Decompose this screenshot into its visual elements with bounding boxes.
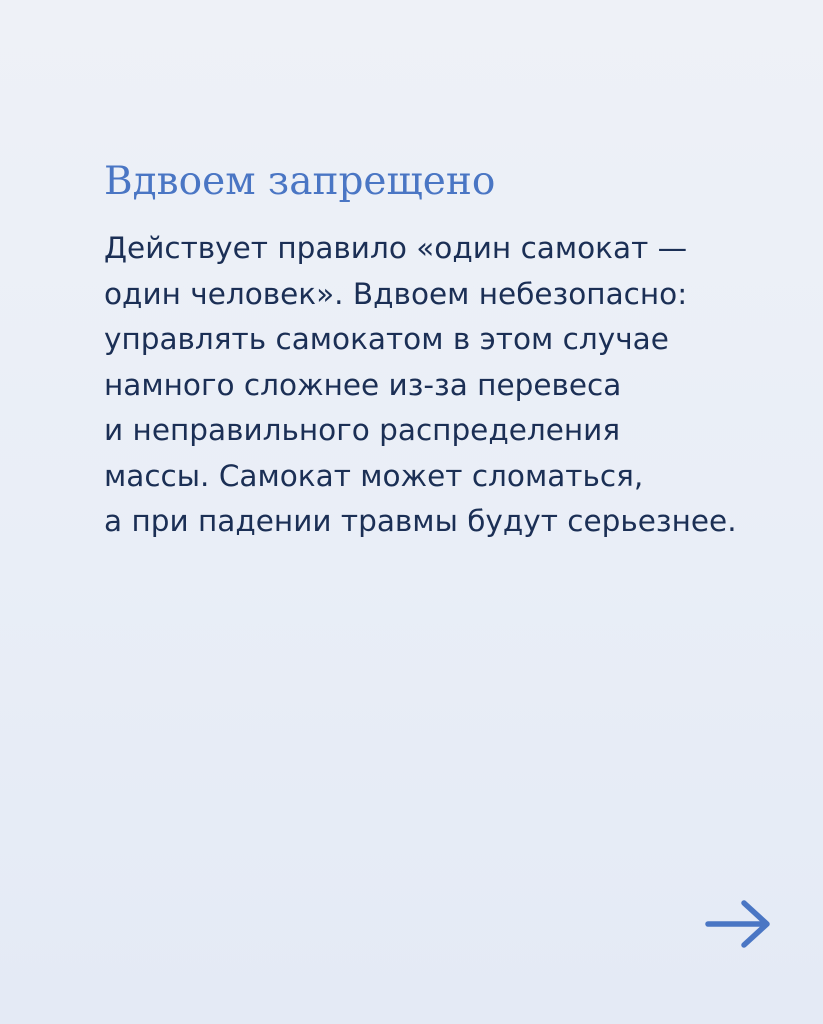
body-line: Действует правило «один самокат — — [104, 231, 688, 265]
body-line: массы. Самокат может сломаться, — [104, 458, 644, 493]
body-line: и неправильного распределения — [104, 413, 621, 447]
body-line: а при падении травмы будут серьезнее. — [104, 504, 737, 538]
slide-heading: Вдвоем запрещено — [104, 159, 496, 204]
next-slide-button[interactable] — [704, 898, 774, 950]
body-line: один человек». Вдвоем небезопасно: — [104, 276, 688, 311]
body-line: намного сложнее из-за перевеса — [104, 367, 622, 402]
slide-body-text — [104, 226, 737, 545]
arrow-right-icon — [704, 898, 774, 950]
body-line: управлять самокатом в этом случае — [104, 322, 669, 356]
